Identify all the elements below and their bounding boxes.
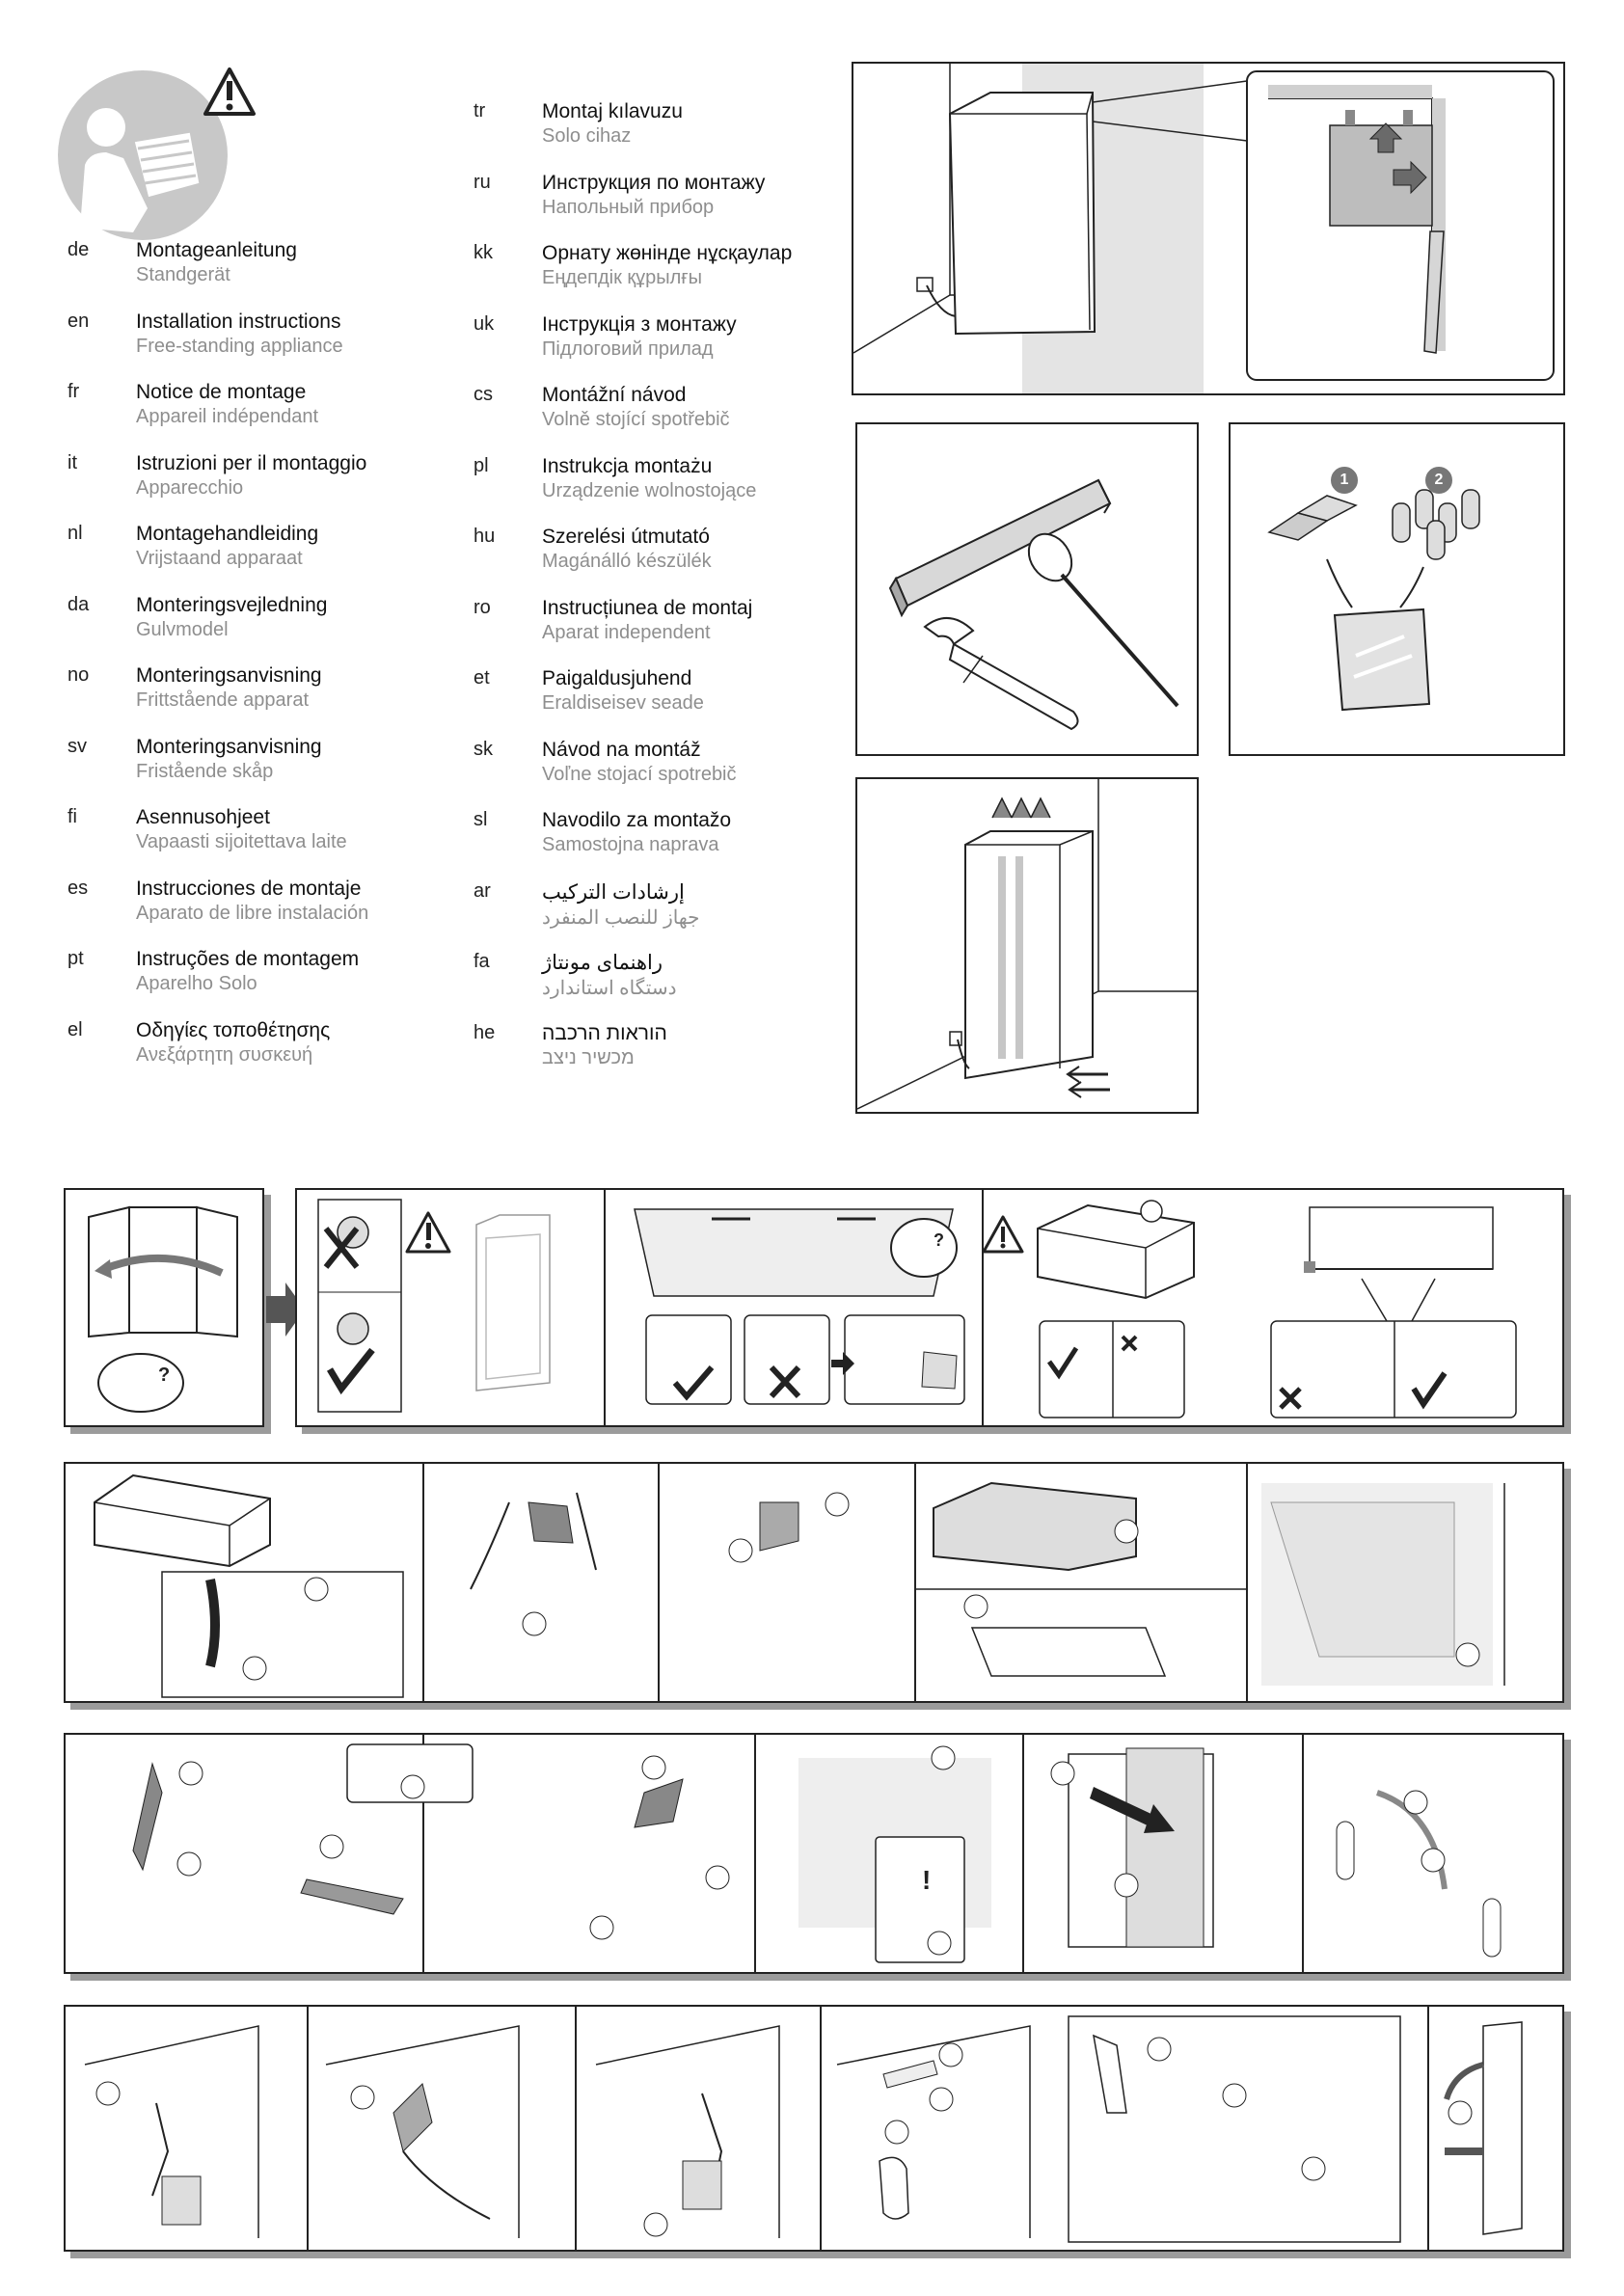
language-title: Montážní návod bbox=[542, 384, 687, 406]
language-subtitle: Aparato de libre instalación bbox=[136, 902, 369, 924]
language-subtitle: Volně stojící spotřebič bbox=[542, 409, 730, 430]
list-item bbox=[474, 809, 879, 880]
language-title: Installation instructions bbox=[136, 310, 341, 333]
step-row-1-main bbox=[295, 1188, 1564, 1427]
language-code: tr bbox=[474, 100, 486, 122]
list-item bbox=[68, 1019, 473, 1091]
language-title: Instrukcja montażu bbox=[542, 454, 713, 477]
language-code: kk bbox=[474, 242, 493, 263]
language-code: da bbox=[68, 593, 90, 615]
language-title: Інструкція з монтажу bbox=[542, 312, 737, 336]
language-code: nl bbox=[68, 523, 83, 544]
question-icon: ? bbox=[158, 1364, 171, 1386]
list-item bbox=[68, 948, 473, 1019]
language-subtitle: Magánálló készülék bbox=[542, 551, 712, 572]
part-marker-2: 2 bbox=[1425, 467, 1452, 494]
language-title: Monteringsanvisning bbox=[136, 735, 322, 758]
warning-triangle-icon bbox=[407, 1213, 449, 1252]
language-title: Monteringsanvisning bbox=[136, 664, 322, 687]
language-code: en bbox=[68, 310, 90, 332]
language-code: cs bbox=[474, 384, 493, 405]
language-code: pl bbox=[474, 454, 489, 476]
language-title: Montaj kılavuzu bbox=[542, 100, 683, 122]
language-subtitle: Vapaasti sijoitettava laite bbox=[136, 831, 347, 852]
language-title: Инструкция по монтажу bbox=[542, 171, 766, 194]
language-list-right bbox=[474, 100, 879, 1093]
language-title: Орнату жөнінде нұсқаулар bbox=[542, 242, 793, 264]
language-subtitle: Підлоговий прилад bbox=[542, 338, 714, 360]
warning-triangle-icon bbox=[984, 1217, 1022, 1252]
language-code: el bbox=[68, 1018, 83, 1040]
language-code: he bbox=[474, 1021, 496, 1043]
list-item bbox=[68, 452, 473, 524]
language-title: Instrucțiunea de montaj bbox=[542, 596, 753, 619]
language-subtitle: دستگاه استاندارد bbox=[542, 978, 677, 999]
language-title: Návod na montáž bbox=[542, 738, 701, 761]
list-item bbox=[474, 1022, 879, 1094]
language-title: Paigaldusjuhend bbox=[542, 667, 692, 689]
list-item bbox=[68, 594, 473, 665]
language-subtitle: Eraldiseisev seade bbox=[542, 692, 704, 714]
language-subtitle: Standgerät bbox=[136, 264, 230, 285]
step-row-1-intro bbox=[64, 1188, 264, 1427]
list-item bbox=[474, 455, 879, 527]
language-title: Οδηγίες τοποθέτησης bbox=[136, 1018, 331, 1041]
language-code: ar bbox=[474, 879, 491, 902]
language-title: Notice de montage bbox=[136, 381, 307, 403]
language-code: it bbox=[68, 451, 77, 473]
list-item bbox=[68, 736, 473, 807]
list-item bbox=[474, 667, 879, 739]
language-title: Montagehandleiding bbox=[136, 523, 319, 545]
read-manual-warning-icon bbox=[56, 64, 249, 242]
list-item bbox=[68, 239, 473, 311]
language-list-left bbox=[68, 239, 473, 1090]
language-subtitle: Vrijstaand apparaat bbox=[136, 548, 303, 569]
language-code: sk bbox=[474, 738, 493, 760]
language-subtitle: מכשיר ניצב bbox=[542, 1046, 635, 1068]
language-code: pt bbox=[68, 948, 84, 969]
language-subtitle: Solo cihaz bbox=[542, 125, 632, 147]
step-row-2 bbox=[64, 1462, 1564, 1703]
list-item bbox=[474, 526, 879, 597]
language-title: Asennusohjeet bbox=[136, 806, 270, 828]
language-subtitle: Ανεξάρτητη συσκευή bbox=[136, 1043, 313, 1066]
language-title: إرشادات التركيب bbox=[542, 880, 685, 904]
list-item bbox=[474, 100, 879, 172]
list-item bbox=[68, 664, 473, 736]
language-subtitle: Fristående skåp bbox=[136, 760, 274, 782]
list-item bbox=[68, 381, 473, 452]
language-title: Monteringsvejledning bbox=[136, 593, 328, 616]
language-code: sl bbox=[474, 809, 488, 830]
list-item bbox=[68, 878, 473, 949]
language-title: Szerelési útmutató bbox=[542, 526, 710, 548]
list-item bbox=[68, 523, 473, 594]
language-code: no bbox=[68, 664, 90, 686]
language-code: fr bbox=[68, 381, 80, 402]
list-item bbox=[68, 311, 473, 382]
language-code: hu bbox=[474, 526, 496, 547]
language-subtitle: Напольный прибор bbox=[542, 196, 715, 218]
installation-room-figure bbox=[852, 62, 1565, 395]
language-code: ro bbox=[474, 596, 491, 618]
language-subtitle: Voľne stojací spotrebič bbox=[542, 763, 737, 785]
list-item bbox=[474, 880, 879, 952]
svg-text:!: ! bbox=[922, 1865, 932, 1895]
language-title: Istruzioni per il montaggio bbox=[136, 451, 367, 474]
language-code: de bbox=[68, 239, 90, 260]
language-title: Montageanleitung bbox=[136, 239, 297, 261]
language-code: fi bbox=[68, 806, 77, 827]
parts-bag-figure bbox=[1229, 422, 1565, 756]
list-item bbox=[474, 739, 879, 810]
language-subtitle: Urządzenie wolnostojące bbox=[542, 479, 757, 501]
language-subtitle: Еңдепдік құрылғы bbox=[542, 267, 703, 288]
language-title: Navodilo za montažo bbox=[542, 809, 732, 831]
language-subtitle: Appareil indépendant bbox=[136, 406, 319, 427]
language-code: ru bbox=[474, 171, 491, 193]
language-subtitle: Frittstående apparat bbox=[136, 689, 309, 711]
svg-text:?: ? bbox=[934, 1230, 944, 1250]
language-code: fa bbox=[474, 951, 490, 972]
list-item bbox=[474, 313, 879, 385]
language-subtitle: Gulvmodel bbox=[136, 618, 229, 640]
language-title: راهنمای مونتاژ bbox=[542, 952, 663, 974]
language-title: הוראות הרכבה bbox=[542, 1021, 667, 1044]
list-item bbox=[68, 806, 473, 878]
warning-triangle-icon bbox=[205, 69, 254, 114]
part-marker-1: 1 bbox=[1331, 467, 1358, 494]
step-row-4 bbox=[64, 2005, 1564, 2252]
language-subtitle: Samostojna naprava bbox=[542, 834, 719, 855]
language-code: et bbox=[474, 667, 490, 689]
tools-figure bbox=[855, 422, 1199, 756]
step-row-3 bbox=[64, 1733, 1564, 1974]
language-subtitle: Apparecchio bbox=[136, 476, 244, 499]
language-subtitle: Free-standing appliance bbox=[136, 335, 343, 357]
language-title: Instruções de montagem bbox=[136, 948, 360, 970]
language-subtitle: Aparelho Solo bbox=[136, 973, 257, 994]
list-item bbox=[474, 384, 879, 455]
list-item bbox=[474, 597, 879, 668]
language-title: Instrucciones de montaje bbox=[136, 877, 362, 900]
language-code: es bbox=[68, 877, 89, 899]
language-code: sv bbox=[68, 735, 87, 757]
language-subtitle: جهاز للنصب المنفرد bbox=[542, 906, 700, 929]
list-item bbox=[474, 951, 879, 1022]
language-code: uk bbox=[474, 312, 495, 335]
ventilation-figure bbox=[855, 777, 1199, 1114]
list-item bbox=[474, 172, 879, 243]
list-item bbox=[474, 242, 879, 313]
language-subtitle: Aparat independent bbox=[542, 621, 711, 643]
